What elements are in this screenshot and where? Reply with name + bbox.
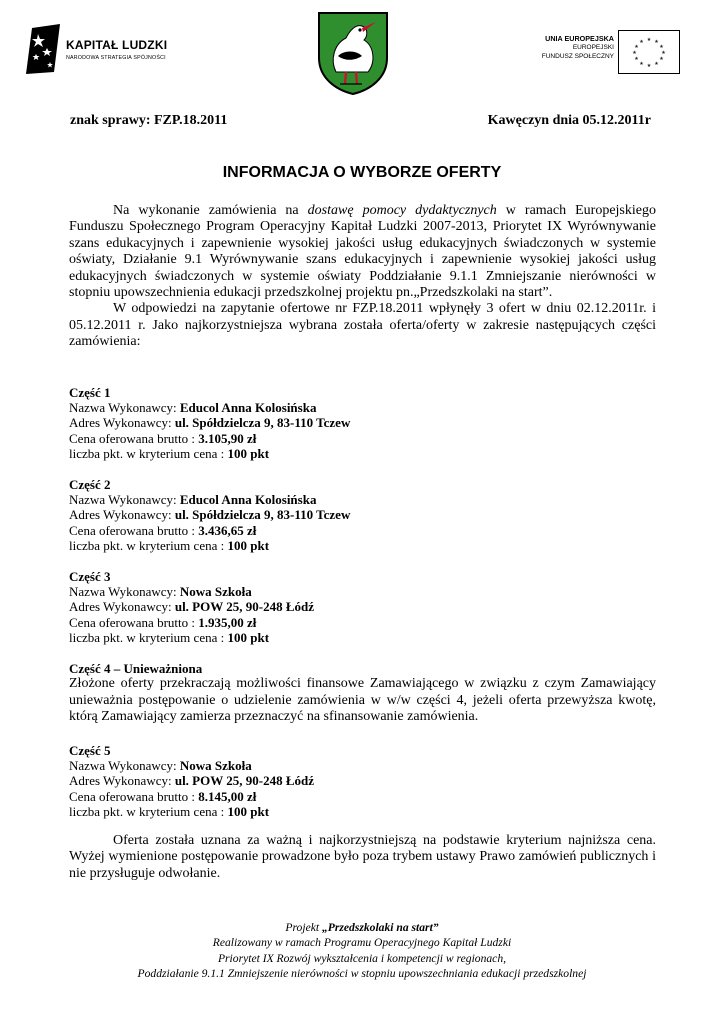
intro-post: w ramach Europejskiego Funduszu Społecznego Program Operacyjny Kapitał Ludzki 2007-2013, Priorytet IX Wyrównywanie szans edukacyjnych i zapewnienie wysokiej jakości usług edukacyjnych świadczonych w systemie oświaty, Działanie 9.1 Wyrównywanie szans edukacyjnych i zapewnienie wysokiej jakości usług edukacyjnych świadczonych w systemie oświaty Poddziałanie 9.1.1 Zmniejszanie nierówności w stopniu upowszechnienia edukacji przedszkolnej projektu pn.„Przedszkolaki na start”. <box>69 203 656 301</box>
label-address: Adres Wykonawcy: <box>69 507 175 523</box>
footer-line-2: Realizowany w ramach Programu Operacyjnego Kapitał Ludzki <box>212 936 512 950</box>
label-points: liczba pkt. w kryterium cena : <box>69 803 228 819</box>
part-4-annulled <box>69 661 656 726</box>
svg-text:★: ★ <box>632 50 637 56</box>
svg-text:★: ★ <box>654 61 659 67</box>
contractor-name-line <box>69 492 656 507</box>
svg-text:★: ★ <box>659 44 664 50</box>
offer-price: 1.935,00 zł <box>198 614 257 630</box>
part-5 <box>69 743 656 819</box>
eu-flag-icon <box>618 30 680 74</box>
contractor-name: Educol Anna Kolosińska <box>179 400 317 416</box>
price-line <box>69 523 656 538</box>
contractor-address: ul. POW 25, 90-248 Łódź <box>174 773 315 789</box>
svg-text:★: ★ <box>654 39 659 45</box>
label-price: Cena oferowana brutto : <box>69 522 199 538</box>
contractor-address: ul. Spółdzielcza 9, 83-110 Tczew <box>174 507 351 523</box>
eu-logo-text <box>528 34 614 61</box>
contractor-address: ul. POW 25, 90-248 Łódź <box>174 599 315 615</box>
part-title: Część 4 – Unieważniona <box>69 661 203 676</box>
points-value: 100 pkt <box>227 629 270 645</box>
kapital-ludzki-subtitle: NARODOWA STRATEGIA SPÓJNOŚCI <box>66 55 166 61</box>
svg-text:★: ★ <box>634 44 639 50</box>
label-name: Nazwa Wykonawcy: <box>69 758 180 774</box>
price-line <box>69 615 656 630</box>
price-line <box>69 789 656 804</box>
contractor-name: Educol Anna Kolosińska <box>179 492 317 508</box>
label-name: Nazwa Wykonawcy: <box>69 400 180 416</box>
contractor-name-line <box>69 400 656 415</box>
closing-section <box>69 833 656 882</box>
contractor-address-line <box>69 415 656 430</box>
part-title: Część 1 <box>69 385 111 400</box>
eu-efs-logo <box>528 30 680 80</box>
label-address: Adres Wykonawcy: <box>69 773 175 789</box>
points-line <box>69 630 656 645</box>
contractor-name: Nowa Szkoła <box>179 758 252 774</box>
price-line <box>69 431 656 446</box>
kapital-ludzki-logo <box>24 22 184 78</box>
kapital-ludzki-title: KAPITAŁ LUDZKI <box>66 38 168 52</box>
label-price: Cena oferowana brutto : <box>69 614 199 630</box>
kapital-ludzki-mark-icon <box>24 22 64 76</box>
svg-text:★: ★ <box>634 56 639 62</box>
intro-section <box>69 203 656 351</box>
intro-pre: Na wykonanie zamówienia na <box>113 203 308 218</box>
part-1 <box>69 385 656 461</box>
label-points: liczba pkt. w kryterium cena : <box>69 445 228 461</box>
part-title: Część 3 <box>69 569 111 584</box>
label-name: Nazwa Wykonawcy: <box>69 584 180 600</box>
contractor-address-line <box>69 599 656 614</box>
response-paragraph: W odpowiedzi na zapytanie ofertowe nr FZP.18.2011 wpłynęły 3 ofert w dniu 02.12.2011r. i 05.12.2011 r. Jako najkorzystniejsza wybrana została oferta/oferty w zakresie następujących części zamówienia: <box>69 301 656 350</box>
contractor-name-line <box>69 758 656 773</box>
svg-text:★: ★ <box>659 56 664 62</box>
eu-logo-line1: UNIA EUROPEJSKA <box>545 34 614 43</box>
case-reference: znak sprawy: FZP.18.2011 <box>70 113 228 128</box>
points-line <box>69 446 656 461</box>
document-title: INFORMACJA O WYBORZE OFERTY <box>222 164 502 181</box>
closing-paragraph: Oferta została uznana za ważną i najkorzystniejszą na podstawie kryterium najniższa cena. Wyżej wymienione postępowanie prowadzone było poza trybem ustawy Prawo zamówień publicznych i nie przysługuje odwołanie. <box>69 833 656 881</box>
svg-text:★: ★ <box>646 37 652 43</box>
points-line <box>69 538 656 553</box>
contractor-address-line <box>69 773 656 788</box>
points-value: 100 pkt <box>227 537 270 553</box>
svg-text:★: ★ <box>646 63 652 69</box>
label-price: Cena oferowana brutto : <box>69 430 199 446</box>
footer-line-4: Poddziałanie 9.1.1 Zmniejszenie nierówności w stopniu upowszechniania edukacji przedszkolnej <box>137 967 587 981</box>
contractor-name-line <box>69 584 656 599</box>
offer-price: 3.436,65 zł <box>198 522 257 538</box>
footer-project-name: „Przedszkolaki na start” <box>321 921 439 934</box>
part-title: Część 2 <box>69 477 111 492</box>
eu-logo-line3: FUNDUSZ SPOŁECZNY <box>541 53 614 60</box>
label-address: Adres Wykonawcy: <box>69 415 175 431</box>
label-price: Cena oferowana brutto : <box>69 788 199 804</box>
label-address: Adres Wykonawcy: <box>69 599 175 615</box>
label-name: Nazwa Wykonawcy: <box>69 492 180 508</box>
intro-italic: dostawę pomocy dydaktycznych <box>307 203 497 218</box>
part-3 <box>69 569 656 645</box>
footer-project-prefix: Projekt <box>285 921 322 934</box>
svg-text:★: ★ <box>639 61 644 67</box>
svg-text:★: ★ <box>661 50 666 56</box>
footer-project-line <box>0 920 724 935</box>
label-points: liczba pkt. w kryterium cena : <box>69 537 228 553</box>
contractor-address: ul. Spółdzielcza 9, 83-110 Tczew <box>174 415 351 431</box>
points-value: 100 pkt <box>227 445 270 461</box>
part-title: Część 5 <box>69 743 111 758</box>
part-2 <box>69 477 656 553</box>
annulment-text: Złożone oferty przekraczają możliwości finansowe Zamawiającego w związku z czym Zamawiający unieważnia postępowanie o udzielenie zamówienia w w/w części 4, jeżeli oferta przewyższa kwotę, którą Zamawiający zamierza przeznaczyć na sfinansowanie zamówienia. <box>69 676 656 725</box>
points-value: 100 pkt <box>227 803 270 819</box>
coat-of-arms-stork-icon <box>316 10 390 96</box>
intro-paragraph <box>69 203 656 301</box>
place-and-date: Kawęczyn dnia 05.12.2011r <box>487 113 651 128</box>
offer-price: 8.145,00 zł <box>198 788 257 804</box>
label-points: liczba pkt. w kryterium cena : <box>69 629 228 645</box>
contractor-address-line <box>69 507 656 522</box>
contractor-name: Nowa Szkoła <box>179 584 252 600</box>
eu-logo-line2: EUROPEJSKI <box>572 44 614 51</box>
offer-price: 3.105,90 zł <box>198 430 257 446</box>
points-line <box>69 804 656 819</box>
footer <box>0 920 724 982</box>
footer-line-3: Priorytet IX Rozwój wykształcenia i kompetencji w regionach, <box>217 951 507 965</box>
svg-text:★: ★ <box>639 39 644 45</box>
